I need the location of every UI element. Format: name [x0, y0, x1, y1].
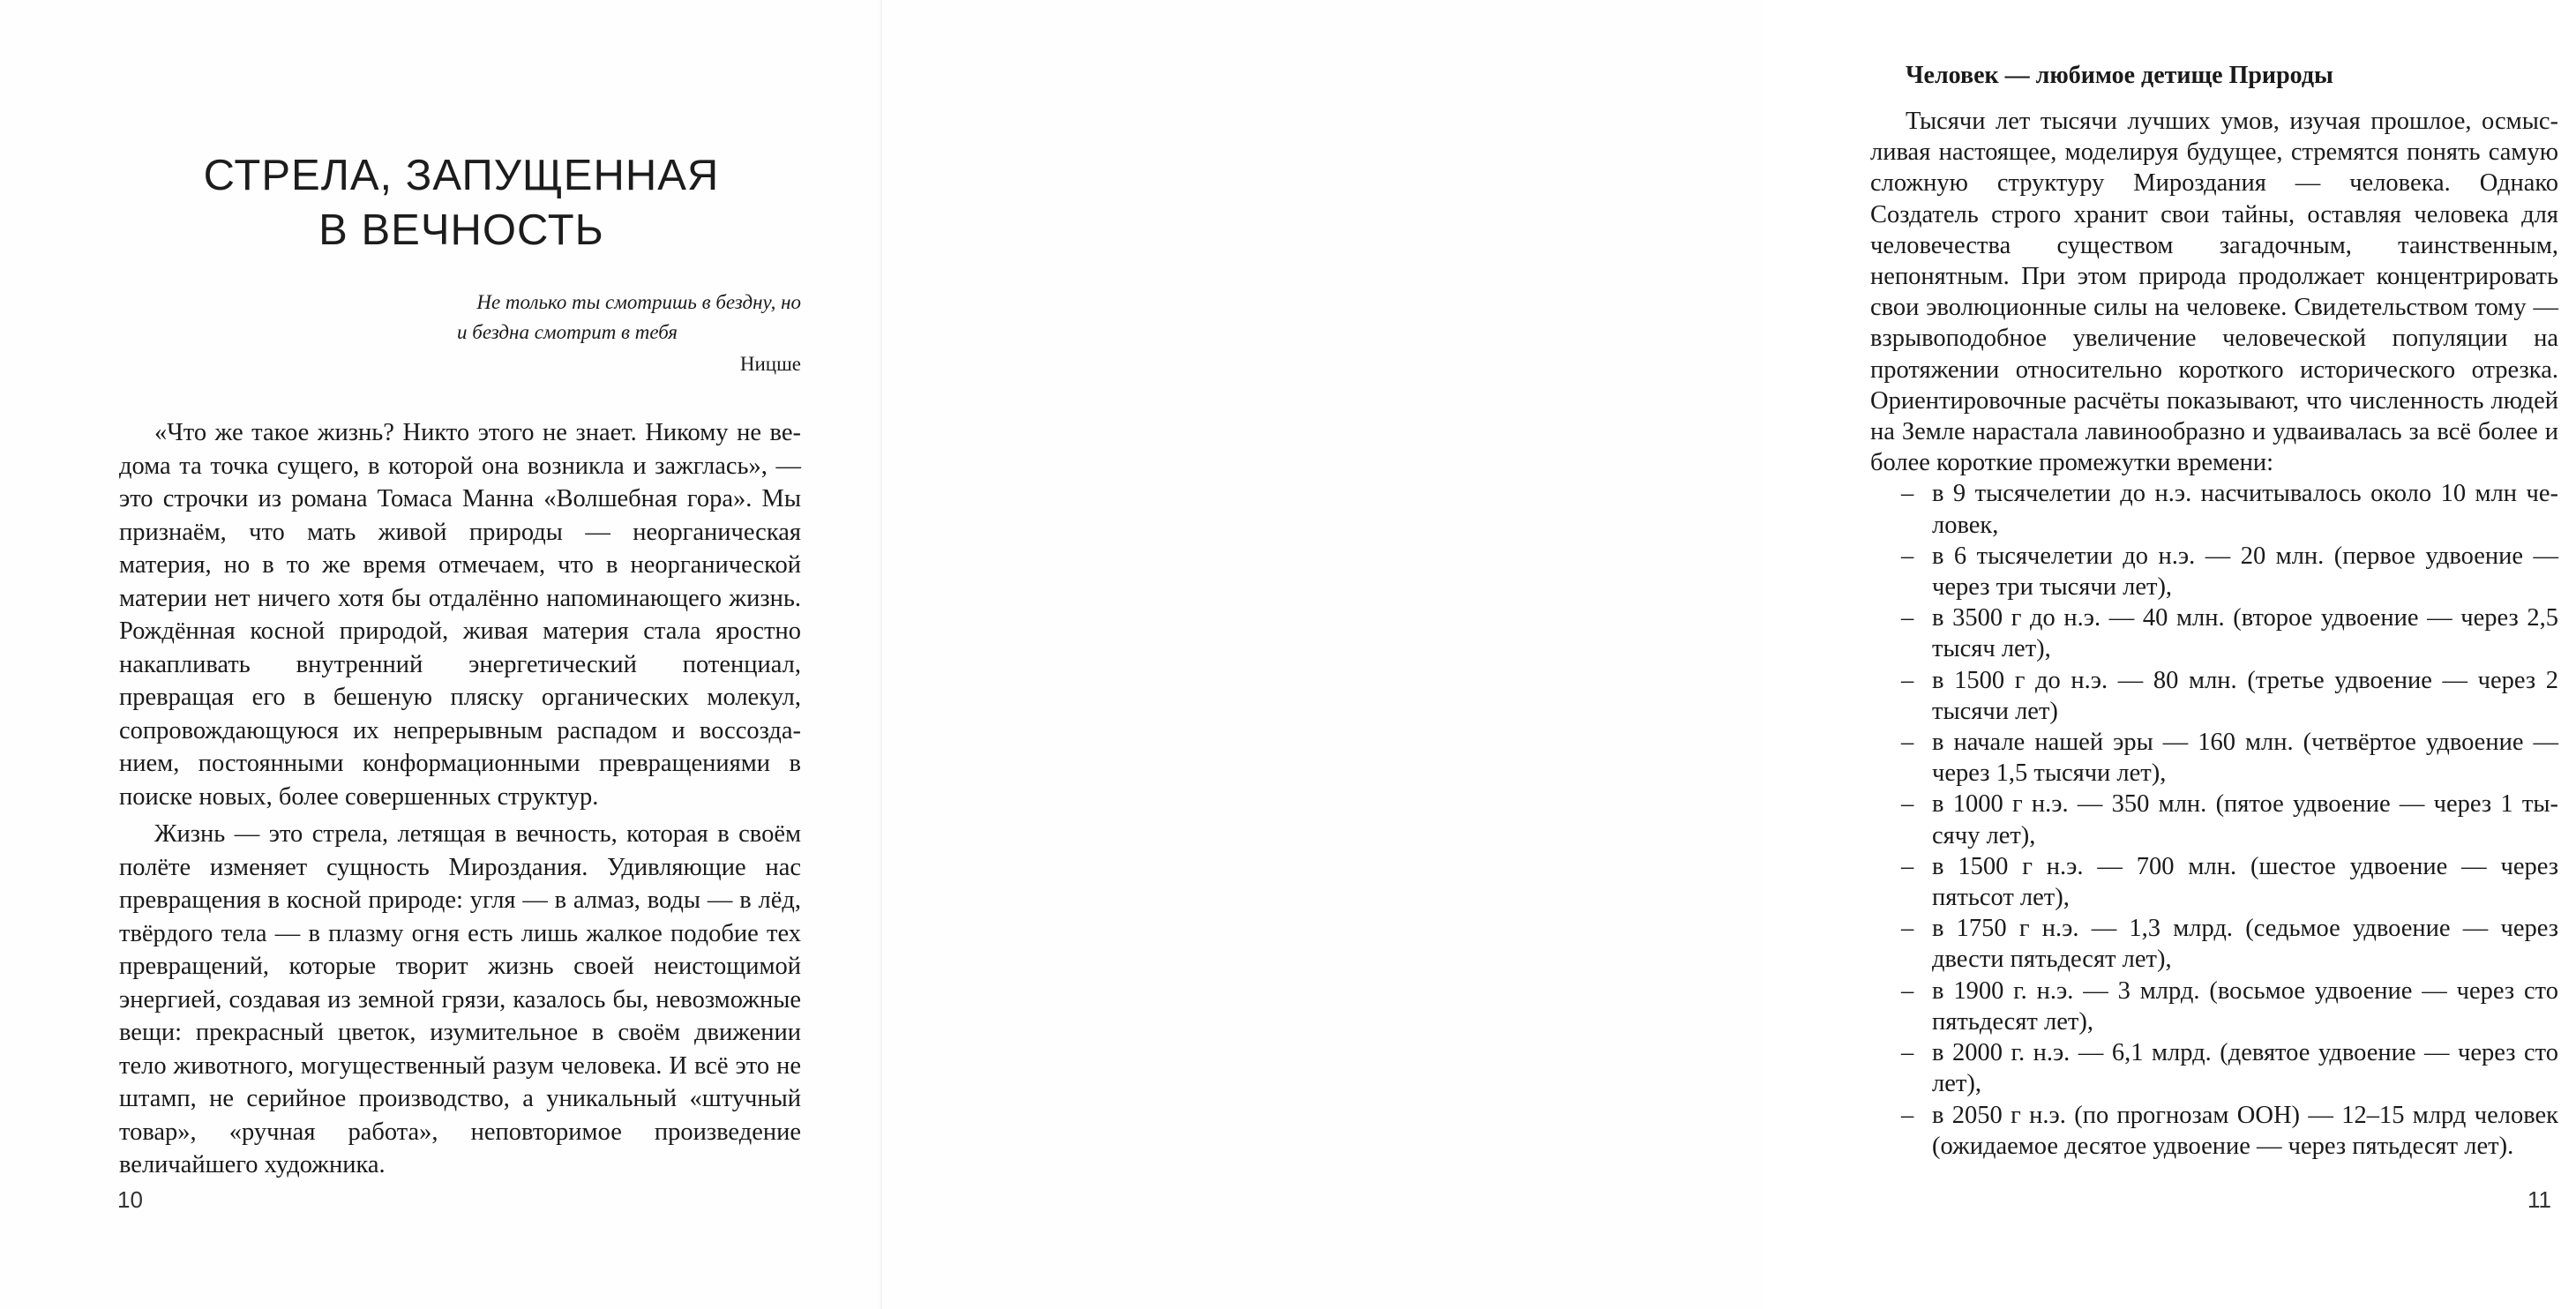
chapter-title-line: В ВЕЧНОСТЬ [318, 206, 604, 254]
list-item: – в 1500 г н.э. — 700 млн. (шестое удвоение — через пятьсот лет), [1870, 851, 2558, 913]
right-page [882, 0, 2558, 1309]
list-item: – в 3500 г до н.э. — 40 млн. (второе удвоение — через 2,5 тысяч лет), [1870, 602, 2558, 664]
paragraph: Тысячи лет тысячи лучших умов, изучая прошлое, осмысливая настоящее, моделируя будущее, стремятся понять самую сложную структуру Мироздания — человека. Однако Создатель строго хранит свои тайны, оставляя человека для человечества существом загадочным, таинственным, непонятным. При этом природа продолжает концентрировать свои эволюционные силы на человеке. Свидетельством тому — взрывоподобное увеличение человеческой популяции на протяжении относительно короткого исторического отрезка. Ориентировочные расчёты показывают, что численность людей на Земле нарастала лавинообразно и удваивалась за всё более и более короткие промежутки времени: [1870, 108, 2558, 477]
list-item: – в 2000 г. н.э. — 6,1 млрд. (девятое удвоение — через сто лет), [1870, 1037, 2558, 1099]
list-item: – в начале нашей эры — 160 млн. (четвёртое удвоение — через 1,5 тысячи лет), [1870, 727, 2558, 789]
paragraph: «Что же такое жизнь? Никто этого не знает. Никому не ведома та точка сущего, в которой она возникла и зажглась», — это строчки из романа Томаса Манна «Волшебная гора». Мы признаём, что мать живой природы — неорганическая материя, но в то же время отмечаем, что в неорганической материи нет ничего хотя бы отдалённо напоминающего жизнь. Рождённая косной природой, живая материя стала яростно накапливать внутренний энергетический потенциал, превращая его в бешеную пляску органических молекул, сопровождающуюся их непрерывным распадом и воссозданием, постоянными конформационными превращениями в поиске новых, более совершенных структур. [119, 419, 801, 811]
section-heading: Человек — любимое детище Природы [1906, 62, 2333, 89]
list-item: – в 2050 г н.э. (по прогнозам ООН) — 12–15 млрд человек (ожидаемое десятое удвоение — через пятьдесят лет). [1870, 1100, 2558, 1162]
epigraph-line: и бездна смотрит в тебя [457, 321, 678, 343]
list-item: – в 1900 г. н.э. — 3 млрд. (восьмое удвоение — через сто пятьдесят лет), [1870, 976, 2558, 1037]
epigraph-line: Не только ты смотришь в бездну, но [476, 291, 801, 313]
page-number: 10 [117, 1186, 143, 1213]
left-page [0, 0, 882, 1309]
page-number: 11 [2527, 1186, 2551, 1213]
paragraph: Жизнь — это стрела, летящая в вечность, которая в своём полёте изменяет сущность Мироздания. Удивляющие нас превращения в косной природе: угля — в алмаз, воды — в лёд, твёрдого тела — в плазму огня есть лишь жалкое подобие тех превращений, которые творит жизнь своей неистощимой энергией, создавая из земной грязи, казалось бы, невозможные вещи: прекрасный цветок, изумительное в своём движении тело животного, могущественный разум человека. И всё это не штамп, не серийное производство, а уникальный «штучный товар», «ручная работа», неповторимое произведение величайшего художника. [119, 820, 801, 1178]
epigraph-author: Ницше [739, 353, 801, 375]
list-item: – в 6 тысячелетии до н.э. — 20 млн. (первое удвоение — через три тысячи лет), [1870, 541, 2558, 602]
list-item: – в 1500 г до н.э. — 80 млн. (третье удвоение — через 2 тысячи лет) [1870, 665, 2558, 727]
list-item: – в 1000 г н.э. — 350 млн. (пятое удвоение — через 1 тысячу лет), [1870, 789, 2558, 850]
epigraph [371, 288, 801, 348]
body-text [1870, 106, 2558, 1162]
population-list [1870, 478, 2558, 1161]
body-text [119, 416, 801, 1182]
list-item: – в 1750 г н.э. — 1,3 млрд. (седьмое удвоение — через двести пятьдесят лет), [1870, 913, 2558, 975]
chapter-title-line: СТРЕЛА, ЗАПУЩЕННАЯ [203, 152, 720, 199]
chapter-title [119, 148, 804, 258]
list-item: – в 9 тысячелетии до н.э. насчитывалось около 10 млн человек, [1870, 478, 2558, 540]
